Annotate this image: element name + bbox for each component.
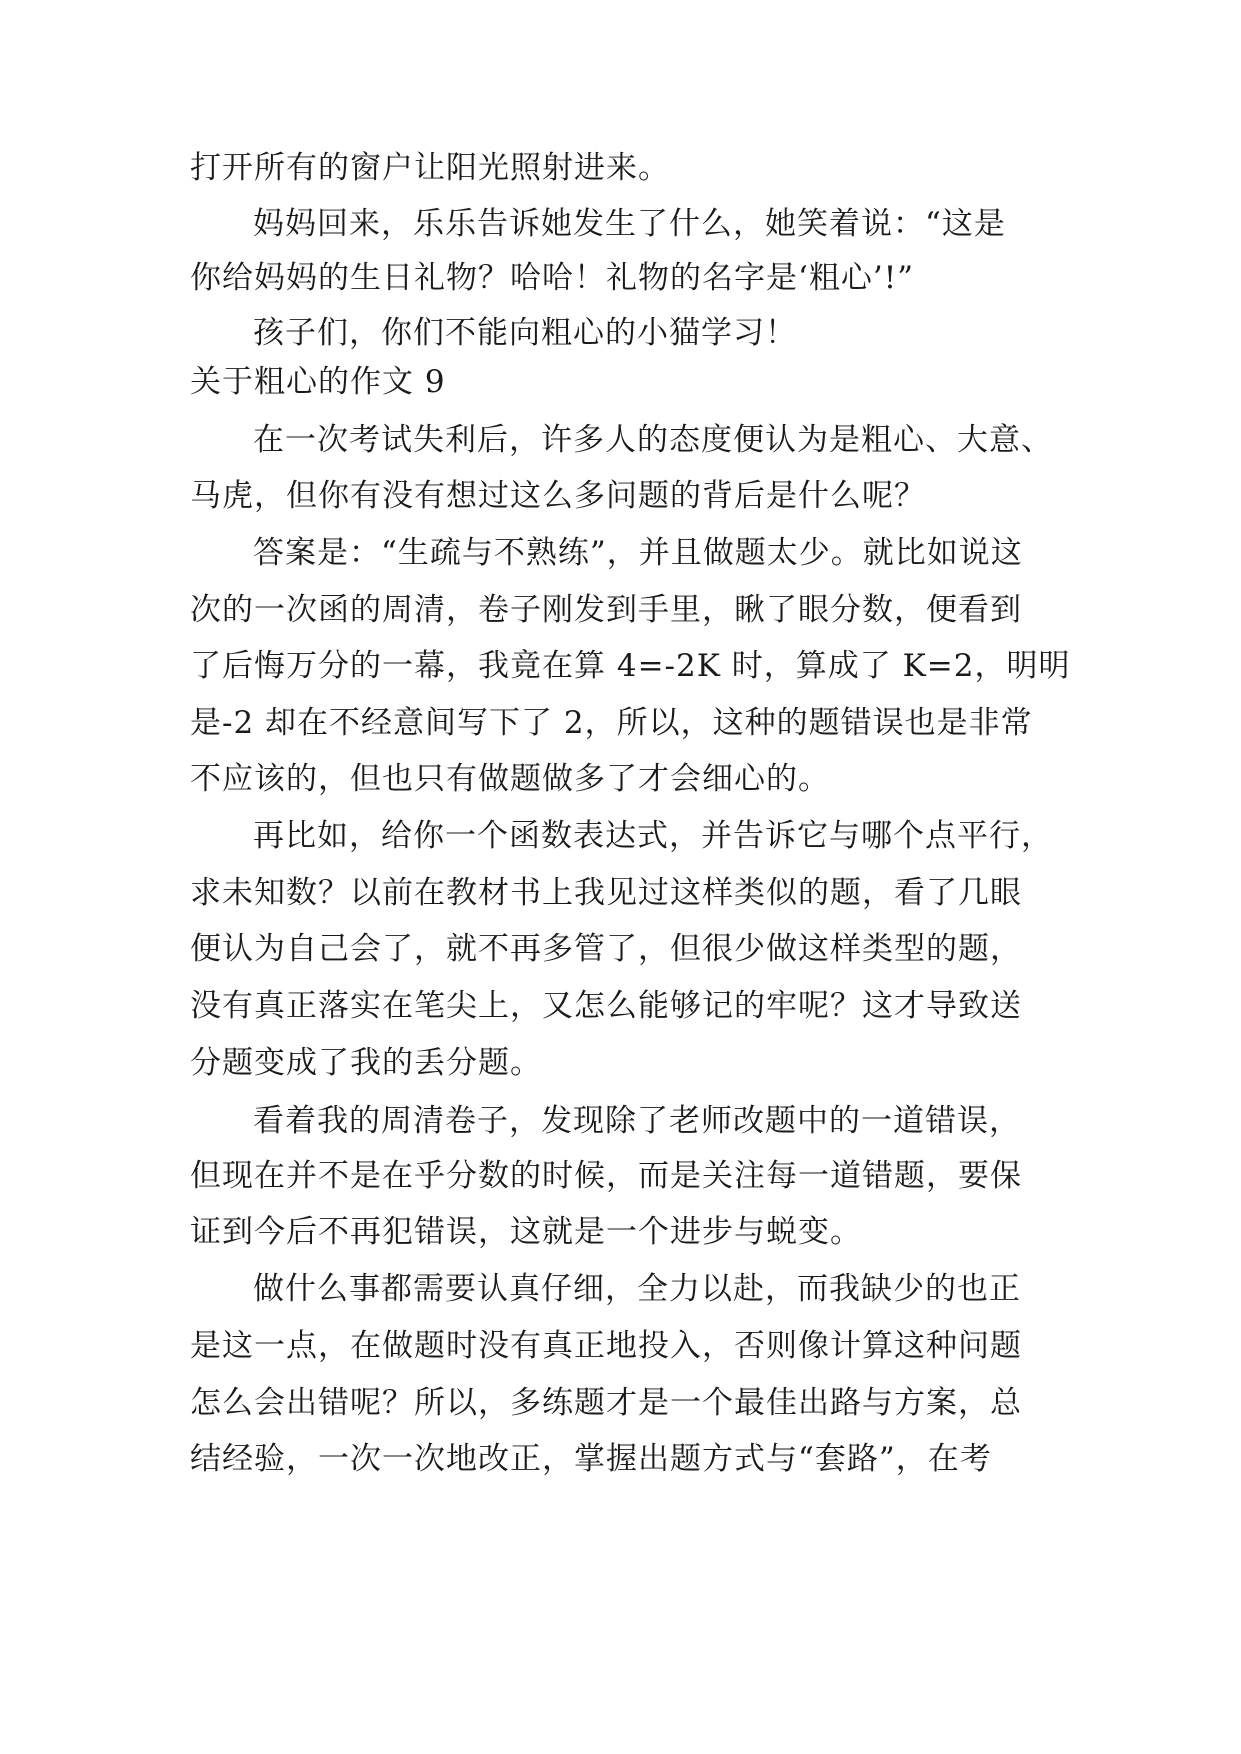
- paragraph-line: 但现在并不是在乎分数的时候，而是关注每一道错题，要保: [190, 1158, 1022, 1194]
- paragraph-line: 做什么事都需要认真仔细，全力以赴，而我缺少的也正: [253, 1271, 1021, 1307]
- paragraph-line: 结经验，一次一次地改正，掌握出题方式与“套路”，在考: [190, 1441, 992, 1477]
- paragraph-line: 证到今后不再犯错误，这就是一个进步与蜕变。: [190, 1214, 862, 1250]
- paragraph-line: 马虎，但你有没有想过这么多问题的背后是什么呢？: [190, 478, 926, 514]
- paragraph-line: 求未知数？以前在教材书上我见过这样类似的题，看了几眼: [190, 875, 1022, 911]
- section-title: 关于粗心的作文 9: [190, 364, 446, 400]
- paragraph-line: 是这一点，在做题时没有真正地投入，否则像计算这种问题: [190, 1328, 1022, 1364]
- paragraph-line: 答案是：“生疏与不熟练”，并且做题太少。就比如说这: [253, 535, 1023, 571]
- paragraph-line: 妈妈回来，乐乐告诉她发生了什么，她笑着说：“这是: [253, 206, 1006, 242]
- paragraph-line: 分题变成了我的丢分题。: [190, 1045, 542, 1081]
- paragraph-line: 了后悔万分的一幕，我竟在算 4=-2K 时，算成了 K=2，明明: [190, 648, 1071, 684]
- paragraph-line: 便认为自己会了，就不再多管了，但很少做这样类型的题，: [190, 931, 1022, 967]
- paragraph-line: 孩子们，你们不能向粗心的小猫学习！: [253, 315, 797, 351]
- paragraph-line: 看着我的周清卷子，发现除了老师改题中的一道错误，: [253, 1103, 1021, 1139]
- paragraph-line: 是-2 却在不经意间写下了 2，所以，这种的题错误也是非常: [190, 705, 1033, 741]
- paragraph-line: 没有真正落实在笔尖上，又怎么能够记的牢呢？这才导致送: [190, 988, 1022, 1024]
- paragraph-line: 不应该的，但也只有做题做多了才会细心的。: [190, 761, 830, 797]
- paragraph-line: 在一次考试失利后，许多人的态度便认为是粗心、大意、: [253, 422, 1053, 458]
- paragraph-line: 怎么会出错呢？所以，多练题才是一个最佳出路与方案，总: [190, 1385, 1022, 1421]
- paragraph-line: 打开所有的窗户让阳光照射进来。: [190, 150, 670, 186]
- paragraph-line: 再比如，给你一个函数表达式，并告诉它与哪个点平行，: [253, 818, 1053, 854]
- paragraph-line: 你给妈妈的生日礼物？哈哈！礼物的名字是‘粗心’!”: [190, 260, 915, 296]
- paragraph-line: 次的一次函的周清，卷子刚发到手里，瞅了眼分数，便看到: [190, 592, 1022, 628]
